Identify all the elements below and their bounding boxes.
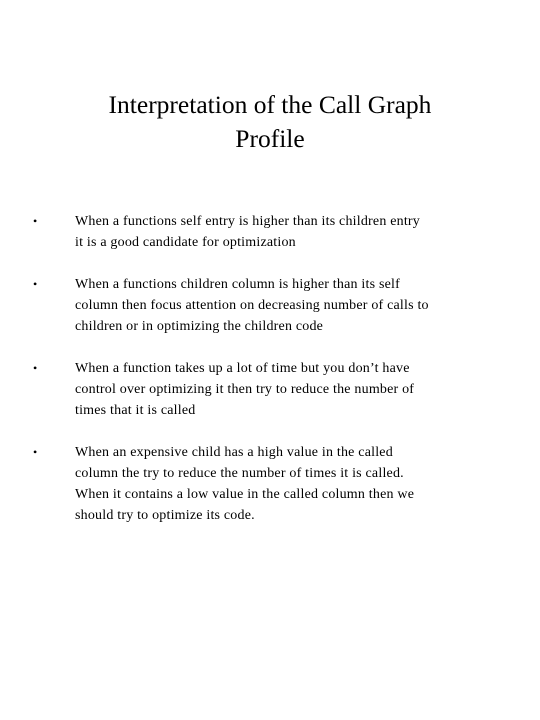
slide-title-line-2: Profile bbox=[235, 124, 305, 153]
bullet-icon: • bbox=[33, 277, 38, 291]
bullet-text-line: When an expensive child has a high value in the called bbox=[75, 445, 393, 460]
bullet-icon: • bbox=[33, 214, 38, 228]
slide-title-line-1: Interpretation of the Call Graph bbox=[108, 90, 432, 119]
bullet-text-line: children or in optimizing the children code bbox=[75, 319, 324, 334]
bullet-icon: • bbox=[33, 445, 38, 459]
bullet-list bbox=[0, 211, 540, 547]
bullet-text-line: should try to optimize its code. bbox=[75, 508, 255, 523]
bullet-text-line: When a function takes up a lot of time but you don’t have bbox=[75, 361, 410, 376]
bullet-text-line: When it contains a low value in the called column then we bbox=[75, 487, 415, 502]
bullet-text-line: column then focus attention on decreasing number of calls to bbox=[75, 298, 429, 313]
slide-title bbox=[40, 88, 500, 156]
bullet-item-3 bbox=[0, 358, 540, 421]
bullet-item-2 bbox=[0, 274, 540, 337]
bullet-icon: • bbox=[33, 361, 38, 375]
bullet-item-1 bbox=[0, 211, 540, 253]
bullet-text-line: When a functions self entry is higher than its children entry bbox=[75, 214, 420, 229]
bullet-text-line: it is a good candidate for optimization bbox=[75, 235, 296, 250]
bullet-text-line: control over optimizing it then try to reduce the number of bbox=[75, 382, 415, 397]
bullet-text-line: When a functions children column is higher than its self bbox=[75, 277, 400, 292]
bullet-text-line: column the try to reduce the number of times it is called. bbox=[75, 466, 404, 481]
bullet-item-4 bbox=[0, 442, 540, 526]
bullet-text-line: times that it is called bbox=[75, 403, 196, 418]
